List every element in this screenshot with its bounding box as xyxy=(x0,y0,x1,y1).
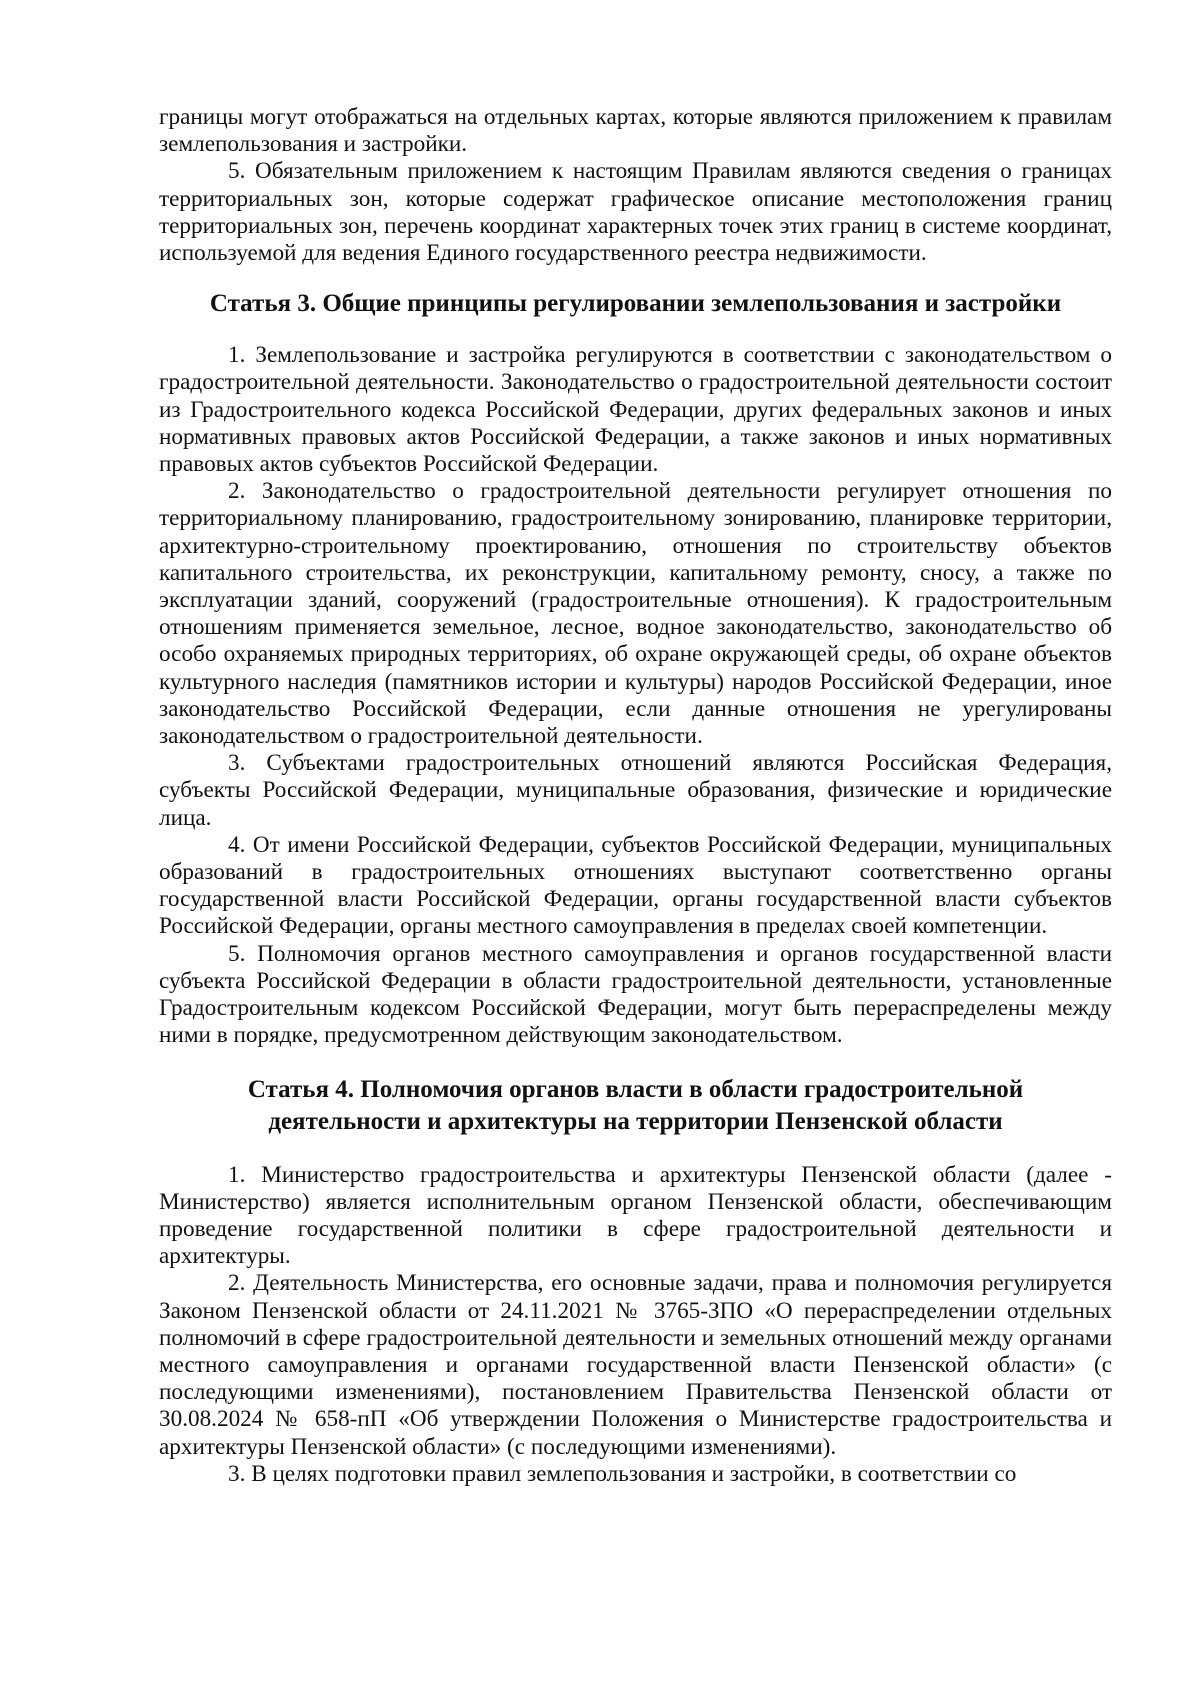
article-3-paragraph-5: 5. Полномочия органов местного самоуправления и органов государственной власти субъекта Российской Федерации в области градостроительной деятельности, установленные Градостроительным кодексом Российской Федерации, могут быть перераспределены между ними в порядке, предусмотренном действующим законодательством. xyxy=(159,940,1112,1049)
intro-paragraph-2: 5. Обязательным приложением к настоящим Правилам являются сведения о границах территориальных зон, которые содержат графическое описание местоположения границ территориальных зон, перечень координат характерных точек этих границ в системе координат, используемой для ведения Единого государственного реестра недвижимости. xyxy=(159,158,1112,267)
article-4-heading-line-2: деятельности и архитектуры на территории Пензенской области xyxy=(268,1107,1003,1135)
article-3-paragraph-4: 4. От имени Российской Федерации, субъектов Российской Федерации, муниципальных образований в градостроительных отношениях выступают соответственно органы государственной власти Российской Федерации, органы государственной власти субъектов Российской Федерации, органы местного самоуправления в пределах своей компетенции. xyxy=(159,831,1112,940)
article-4-paragraph-1: 1. Министерство градостроительства и архитектуры Пензенской области (далее - Министерство) является исполнительным органом Пензенской области, обеспечивающим проведение государственной политики в сфере градостроительной деятельности и архитектуры. xyxy=(159,1161,1112,1270)
article-4-paragraph-2: 2. Деятельность Министерства, его основные задачи, права и полномочия регулируется Законом Пензенской области от 24.11.2021 № 3765-ЗПО «О перераспределении отдельных полномочий в сфере градостроительной деятельности и земельных отношений между органами местного самоуправления и органами государственной власти Пензенской области» (с последующими изменениями), постановлением Правительства Пензенской области от 30.08.2024 № 658-пП «Об утверждении Положения о Министерстве градостроительства и архитектуры Пензенской области» (с последующими изменениями). xyxy=(159,1270,1112,1460)
document-page xyxy=(159,104,1112,1488)
article-3-paragraph-2: 2. Законодательство о градостроительной деятельности регулирует отношения по территориальному планированию, градостроительному зонированию, планировке территории, архитектурно-строительному проектированию, отношения по строительству объектов капитального строительства, их реконструкции, капитальному ремонту, сносу, а также по эксплуатации зданий, сооружений (градостроительные отношения). К градостроительным отношениям применяется земельное, лесное, водное законодательство, законодательство об особо охраняемых природных территориях, об охране окружающей среды, об охране объектов культурного наследия (памятников истории и культуры) народов Российской Федерации, иное законодательство Российской Федерации, если данные отношения не урегулированы законодательством о градостроительной деятельности. xyxy=(159,478,1112,750)
article-3-heading: Статья 3. Общие принципы регулировании землепользования и застройки xyxy=(209,290,1062,318)
article-3-paragraph-1: 1. Землепользование и застройка регулируются в соответствии с законодательством о градостроительной деятельности. Законодательство о градостроительной деятельности состоит из Градостроительного кодекса Российской Федерации, других федеральных законов и иных нормативных правовых актов Российской Федерации, а также законов и иных нормативных правовых актов субъектов Российской Федерации. xyxy=(159,342,1112,478)
article-4-heading xyxy=(159,1074,1112,1138)
article-3-paragraph-3: 3. Субъектами градостроительных отношений являются Российская Федерация, субъекты Российской Федерации, муниципальные образования, физические и юридические лица. xyxy=(159,750,1112,831)
article-4-heading-line-1: Статья 4. Полномочия органов власти в области градостроительной xyxy=(247,1075,1024,1103)
article-4-paragraph-3: 3. В целях подготовки правил землепользования и застройки, в соответствии со xyxy=(228,1460,1017,1487)
intro-paragraph-1: границы могут отображаться на отдельных картах, которые являются приложением к правилам землепользования и застройки. xyxy=(159,104,1112,158)
